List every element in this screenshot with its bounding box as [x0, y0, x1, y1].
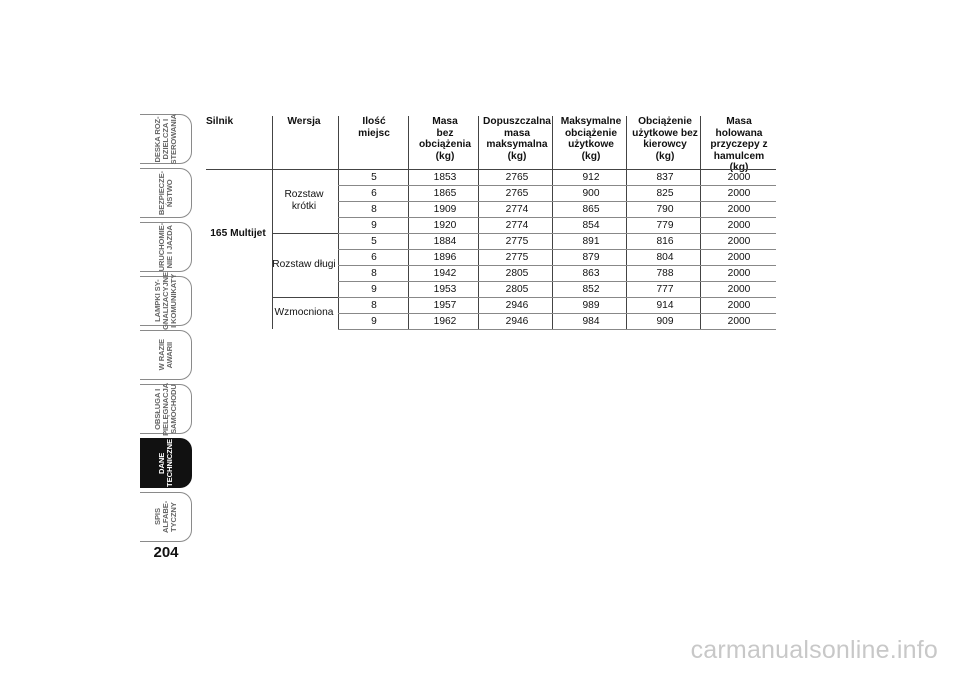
table-cell: 2000 — [727, 267, 751, 279]
table-cell: 2765 — [505, 171, 529, 183]
header-max-payload: Maksymalne obciążenie użytkowe (kg) — [560, 116, 622, 162]
table-cell: 2000 — [727, 171, 751, 183]
table-cell: 2000 — [727, 299, 751, 311]
table-cell: 2000 — [727, 315, 751, 327]
table-cell: 6 — [371, 251, 377, 263]
table-cell: 854 — [582, 219, 600, 231]
table-cell: 2000 — [727, 251, 751, 263]
table-cell: 863 — [582, 267, 600, 279]
technical-data-table — [206, 116, 776, 332]
chapter-tab-8[interactable] — [140, 492, 192, 542]
table-cell: 8 — [371, 203, 377, 215]
table-cell: 879 — [582, 251, 600, 263]
table-cell: 2946 — [505, 299, 529, 311]
version-label: Rozstaw krótki — [284, 189, 324, 212]
table-cell: 9 — [371, 219, 377, 231]
chapter-tab-7[interactable] — [140, 438, 192, 488]
table-cell: 900 — [582, 187, 600, 199]
table-cell: 5 — [371, 235, 377, 247]
chapter-tab-label: W RAZIE AWARII — [156, 339, 174, 371]
chapter-tab-4[interactable] — [140, 272, 192, 330]
table-cell: 1942 — [433, 267, 457, 279]
table-cell: 2946 — [505, 315, 529, 327]
chapter-tab-label: DESKA ROZ- DZIELCZA I STEROWANIA — [152, 113, 178, 165]
table-cell: 788 — [656, 267, 674, 279]
header-engine: Silnik — [206, 116, 234, 127]
table-cell: 6 — [371, 187, 377, 199]
table-cell: 865 — [582, 203, 600, 215]
table-cell: 1957 — [433, 299, 457, 311]
chapter-tab-2[interactable] — [140, 168, 192, 218]
table-cell: 2775 — [505, 251, 529, 263]
table-cell: 777 — [656, 283, 674, 295]
version-label: Rozstaw długi — [272, 259, 336, 270]
header-version: Wersja — [287, 116, 321, 127]
table-cell: 989 — [582, 299, 600, 311]
table-cell: 825 — [656, 187, 674, 199]
header-max-mass: Dopuszczalna masa maksymalna (kg) — [483, 116, 551, 162]
header-towed-mass: Masa holowana przyczepy z hamulcem (kg) — [710, 116, 768, 174]
chapter-tab-label: LAMPKI SY- GNALIZACYJNE I KOMUNIKATY — [152, 272, 178, 330]
table-cell: 1853 — [433, 171, 457, 183]
table-cell: 1896 — [433, 251, 457, 263]
page-number: 204 — [153, 544, 179, 561]
table-cell: 2000 — [727, 219, 751, 231]
chapter-tab-3[interactable] — [140, 222, 192, 272]
table-cell: 2775 — [505, 235, 529, 247]
chapter-tab-label: SPIS ALFABE- TYCZNY — [152, 500, 178, 534]
table-cell: 8 — [371, 267, 377, 279]
table-cell: 912 — [582, 171, 600, 183]
table-cell: 2765 — [505, 187, 529, 199]
table-cell: 2805 — [505, 283, 529, 295]
version-label: Wzmocniona — [274, 307, 334, 318]
chapter-tab-label: URUCHOMIE- NIE I JAZDA — [156, 222, 174, 272]
table-cell: 8 — [371, 299, 377, 311]
table-cell: 2774 — [505, 203, 529, 215]
table-cell: 891 — [582, 235, 600, 247]
table-cell: 5 — [371, 171, 377, 183]
header-payload-no-driver: Obciążenie użytkowe bez kierowcy (kg) — [632, 116, 698, 162]
table-cell: 2774 — [505, 219, 529, 231]
chapter-tab-1[interactable] — [140, 114, 192, 164]
table-cell: 2000 — [727, 203, 751, 215]
table-cell: 2805 — [505, 267, 529, 279]
table-cell: 837 — [656, 171, 674, 183]
table-cell: 790 — [656, 203, 674, 215]
chapter-tab-label: BEZPIECZE- ŃSTWO — [156, 170, 174, 216]
table-cell: 2000 — [727, 187, 751, 199]
table-cell: 9 — [371, 283, 377, 295]
chapter-tab-5[interactable] — [140, 330, 192, 380]
table-cell: 779 — [656, 219, 674, 231]
table-cell: 852 — [582, 283, 600, 295]
table-cell: 984 — [582, 315, 600, 327]
row-divider — [338, 329, 776, 330]
chapter-tab-label: OBSŁUGA I PIELĘGNACJA SAMOCHODU — [152, 382, 178, 436]
table-cell: 1909 — [433, 203, 457, 215]
table-cell: 9 — [371, 315, 377, 327]
table-cell: 1884 — [433, 235, 457, 247]
table-cell: 1865 — [433, 187, 457, 199]
table-cell: 1953 — [433, 283, 457, 295]
table-cell: 909 — [656, 315, 674, 327]
table-cell: 816 — [656, 235, 674, 247]
table-cell: 914 — [656, 299, 674, 311]
table-cell: 2000 — [727, 235, 751, 247]
chapter-tab-6[interactable] — [140, 384, 192, 434]
watermark: carmanualsonline.info — [690, 636, 938, 664]
table-cell: 804 — [656, 251, 674, 263]
table-cell: 1962 — [433, 315, 457, 327]
engine-label: 165 Multijet — [210, 228, 266, 239]
header-seats: Ilość miejsc — [358, 116, 390, 139]
table-cell: 1920 — [433, 219, 457, 231]
table-cell: 2000 — [727, 283, 751, 295]
header-curb-weight: Masa bez obciążenia (kg) — [418, 116, 472, 162]
chapter-tab-label: DANE TECHNICZNE — [156, 439, 174, 487]
